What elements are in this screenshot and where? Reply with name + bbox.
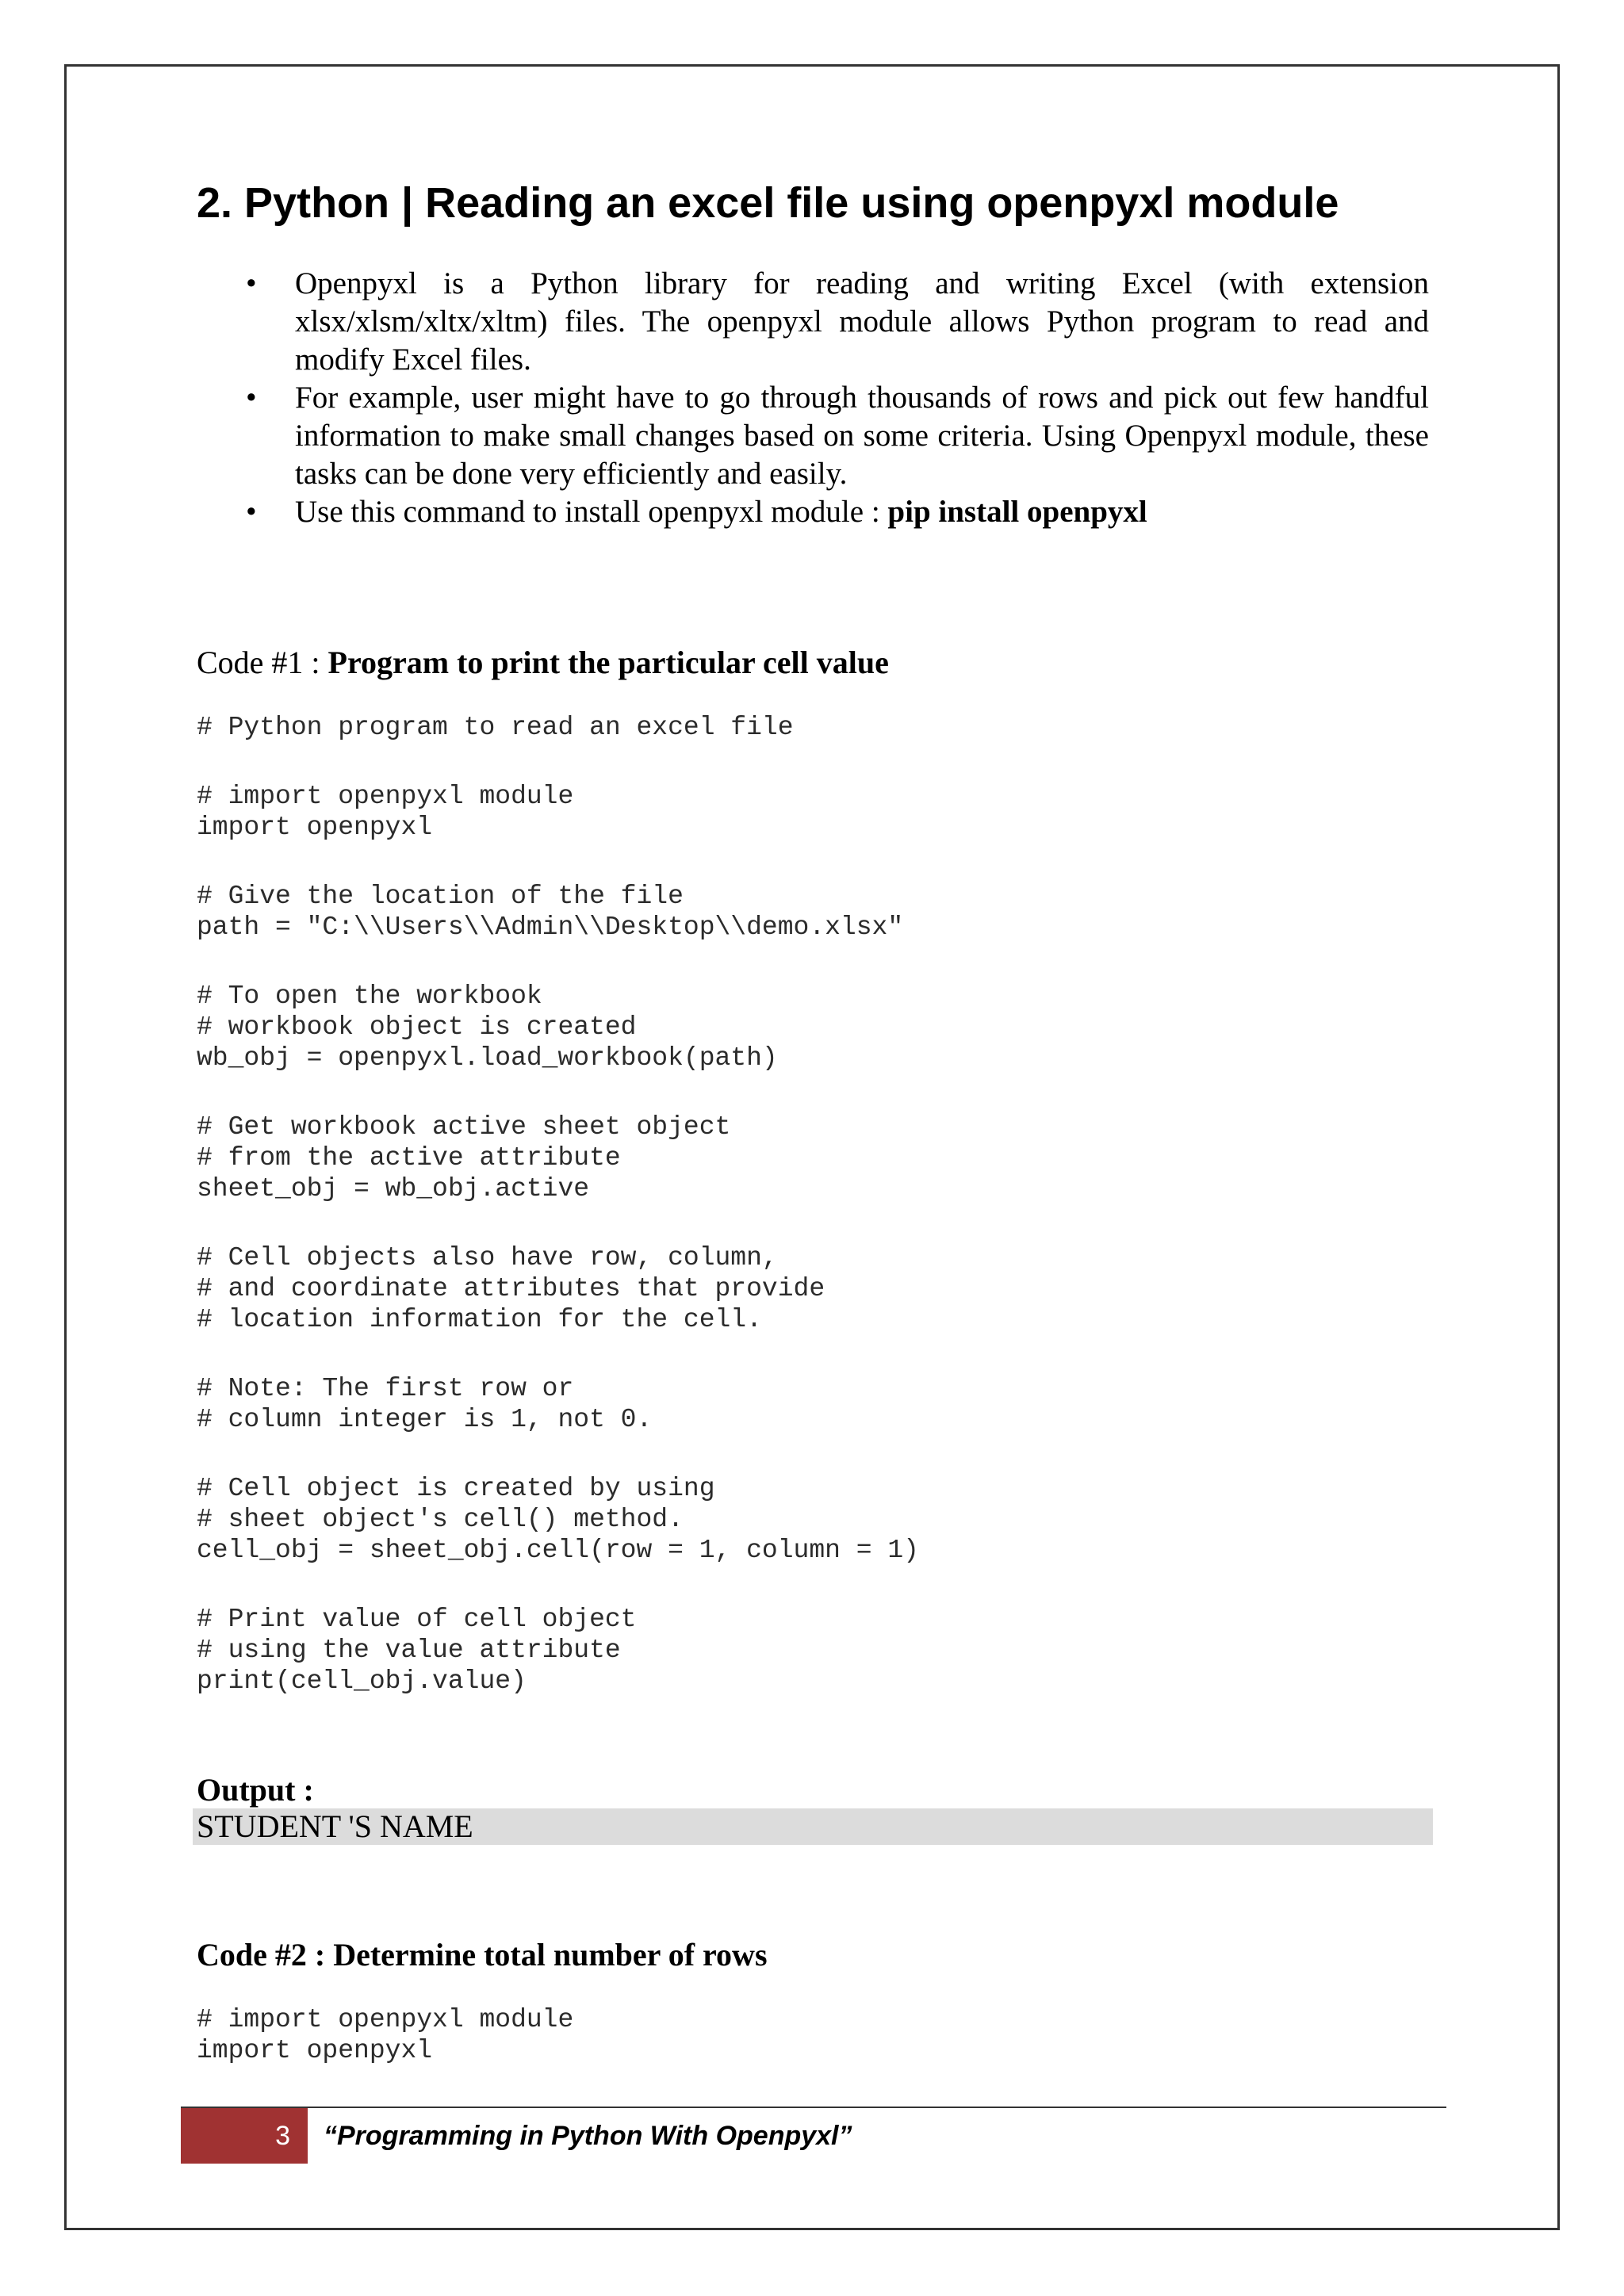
bullet-item-install [295, 493, 1429, 531]
code1-title: Program to print the particular cell value [327, 645, 889, 680]
code-line: # import openpyxl module [197, 782, 574, 811]
code-blank-line [197, 1073, 919, 1112]
code-line: # Python program to read an excel file [197, 713, 794, 742]
section-heading: 2. Python | Reading an excel file using openpyxl module [197, 179, 1339, 227]
code-line: import openpyxl [197, 813, 433, 842]
code-line: # Cell objects also have row, column, [197, 1243, 778, 1272]
code-blank-line [197, 743, 919, 781]
code-line: # from the active attribute [197, 1143, 621, 1173]
code-blank-line [197, 843, 919, 881]
code-line: # workbook object is created [197, 1012, 637, 1042]
code-line: # Give the location of the file [197, 882, 684, 911]
code-line: # import openpyxl module [197, 2005, 574, 2034]
code-blank-line [197, 1566, 919, 1604]
bullet-item: • For example, user might have to go through thousands of rows and pick out few handful information to make small changes based on some criteria. Using Openpyxl module, these tasks can be done very efficiently and easily. [295, 379, 1429, 493]
code-line: path = "C:\\Users\\Admin\\Desktop\\demo.xlsx" [197, 913, 904, 942]
code1-heading [197, 644, 889, 682]
code-line: # using the value attribute [197, 1636, 621, 1665]
code2-heading: Code #2 : Determine total number of rows [197, 1937, 768, 1973]
code-line: import openpyxl [197, 2036, 433, 2065]
code-line: # sheet object's cell() method. [197, 1505, 684, 1534]
output-value: STUDENT 'S NAME [193, 1808, 1433, 1845]
code-blank-line [197, 1335, 919, 1373]
code1-prefix: Code #1 : [197, 645, 328, 680]
code-line: # Cell object is created by using [197, 1474, 715, 1503]
code-blank-line [197, 1435, 919, 1473]
code-blank-line [197, 1204, 919, 1242]
code-line: sheet_obj = wb_obj.active [197, 1174, 590, 1203]
page-number: 3 [181, 2108, 308, 2164]
code1-block [197, 712, 919, 1697]
code-line: # and coordinate attributes that provide [197, 1274, 825, 1303]
code-line: # Print value of cell object [197, 1605, 637, 1634]
code-line: # column integer is 1, not 0. [197, 1405, 653, 1434]
code-line: # To open the workbook [197, 982, 542, 1011]
code-blank-line [197, 943, 919, 981]
code2-block [197, 2004, 573, 2066]
install-command: pip install openpyxl [887, 495, 1147, 529]
code-line: print(cell_obj.value) [197, 1667, 527, 1696]
intro-bullet-list [295, 265, 1429, 531]
bullet-item: • Openpyxl is a Python library for reading and writing Excel (with extension xlsx/xlsm/xltx/xltm) files. The openpyxl module allows Python program to read and modify Excel files. [295, 265, 1429, 379]
output-label: Output : [197, 1772, 314, 1808]
footer-title: “Programming in Python With Openpyxl” [324, 2120, 852, 2151]
code-line: # Get workbook active sheet object [197, 1112, 731, 1142]
code-line: # Note: The first row or [197, 1374, 574, 1403]
code-line: # location information for the cell. [197, 1305, 762, 1334]
install-text: Use this command to install openpyxl module : [295, 495, 888, 529]
code-line: cell_obj = sheet_obj.cell(row = 1, column = 1) [197, 1536, 919, 1565]
code-line: wb_obj = openpyxl.load_workbook(path) [197, 1043, 778, 1073]
